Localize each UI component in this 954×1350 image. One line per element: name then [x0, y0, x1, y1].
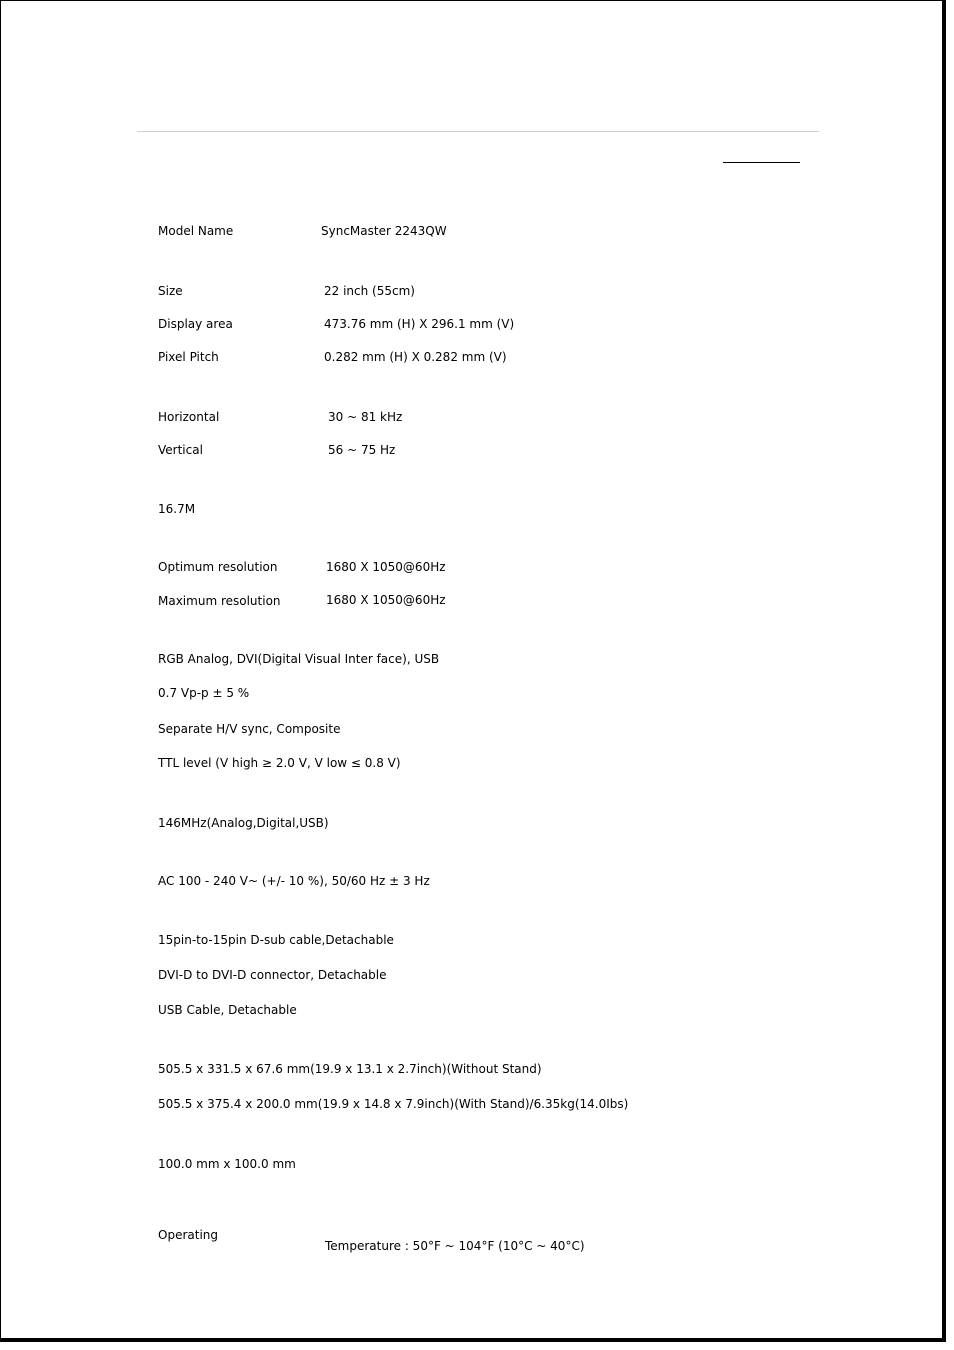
display-colors-value: 16.7M — [158, 502, 196, 516]
operating-temperature-value: Temperature : 50°F ~ 104°F (10°C ~ 40°C) — [325, 1239, 585, 1253]
model-name-label: Model Name — [158, 224, 234, 238]
maximum-resolution-label: Maximum resolution — [158, 594, 281, 608]
input-level-value: 0.7 Vp-p ± 5 % — [158, 686, 250, 700]
header-underline — [723, 162, 800, 163]
display-area-value: 473.76 mm (H) X 296.1 mm (V) — [324, 317, 515, 331]
horizontal-label: Horizontal — [158, 410, 220, 424]
display-area-label: Display area — [158, 317, 233, 331]
model-name-value: SyncMaster 2243QW — [321, 224, 447, 238]
size-value: 22 inch (55cm) — [324, 284, 415, 298]
dsub-cable-value: 15pin-to-15pin D-sub cable,Detachable — [158, 933, 394, 947]
power-supply-value: AC 100 - 240 V~ (+/- 10 %), 50/60 Hz ± 3 Hz — [158, 874, 430, 888]
vertical-label: Vertical — [158, 443, 203, 457]
ttl-level-value: TTL level (V high ≥ 2.0 V, V low ≤ 0.8 V) — [158, 756, 401, 770]
dimensions-without-stand: 505.5 x 331.5 x 67.6 mm(19.9 x 13.1 x 2.7inch)(Without Stand) — [158, 1062, 542, 1076]
sync-type-value: Separate H/V sync, Composite — [158, 722, 341, 736]
input-interface-value: RGB Analog, DVI(Digital Visual Inter face), USB — [158, 652, 440, 666]
pixel-pitch-value: 0.282 mm (H) X 0.282 mm (V) — [324, 350, 507, 364]
vertical-value: 56 ~ 75 Hz — [328, 443, 396, 457]
dvi-cable-value: DVI-D to DVI-D connector, Detachable — [158, 968, 387, 982]
header-divider — [137, 131, 819, 132]
operating-label: Operating — [158, 1228, 218, 1242]
vesa-mount-value: 100.0 mm x 100.0 mm — [158, 1157, 296, 1171]
optimum-resolution-label: Optimum resolution — [158, 560, 278, 574]
optimum-resolution-value: 1680 X 1050@60Hz — [326, 560, 446, 574]
usb-cable-value: USB Cable, Detachable — [158, 1003, 297, 1017]
pixel-pitch-label: Pixel Pitch — [158, 350, 219, 364]
maximum-resolution-value: 1680 X 1050@60Hz — [326, 593, 446, 607]
horizontal-value: 30 ~ 81 kHz — [328, 410, 403, 424]
size-label: Size — [158, 284, 183, 298]
pixel-clock-value: 146MHz(Analog,Digital,USB) — [158, 816, 329, 830]
dimensions-with-stand: 505.5 x 375.4 x 200.0 mm(19.9 x 14.8 x 7.9inch)(With Stand)/6.35kg(14.0Ibs) — [158, 1097, 629, 1111]
